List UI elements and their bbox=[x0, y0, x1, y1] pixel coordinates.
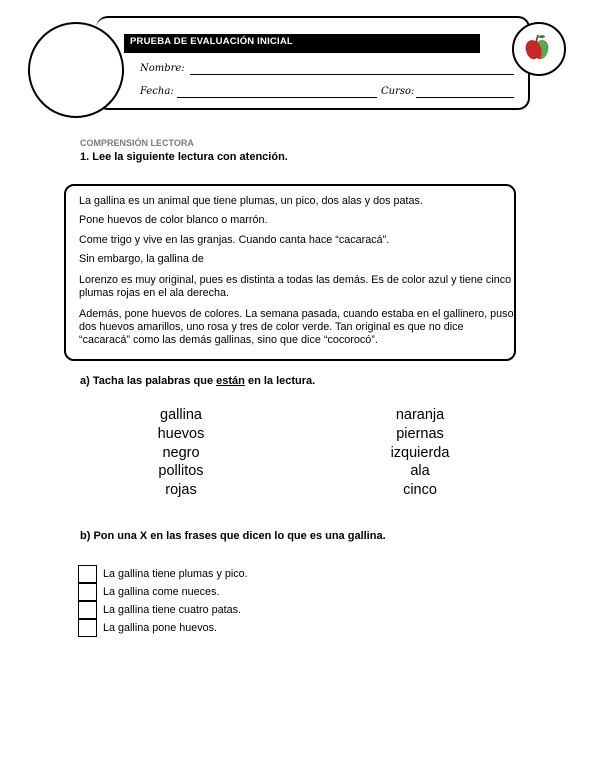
answer-checkbox[interactable] bbox=[78, 619, 97, 637]
answer-option-text: La gallina tiene cuatro patas. bbox=[103, 604, 242, 616]
word-option[interactable]: cinco bbox=[403, 482, 437, 498]
curso-line[interactable] bbox=[416, 97, 514, 98]
reading-paragraph: Lorenzo es muy original, pues es distinta a todas las demás. Es de color azul y tiene cinco plumas rojas en el ala derecha. bbox=[79, 274, 512, 299]
reading-paragraph: Sin embargo, la gallina de bbox=[79, 253, 204, 265]
word-option[interactable]: izquierda bbox=[390, 445, 450, 461]
question-a-suffix: en la lectura. bbox=[244, 375, 316, 387]
apple-icon bbox=[524, 34, 550, 62]
question-a bbox=[80, 375, 315, 387]
nombre-label: Nombre: bbox=[140, 63, 185, 74]
answer-checkbox[interactable] bbox=[78, 583, 97, 601]
word-option[interactable]: rojas bbox=[165, 482, 197, 498]
reading-paragraph: Come trigo y vive en las granjas. Cuando canta hace “cacaracá”. bbox=[79, 234, 390, 246]
reading-paragraph: La gallina es un animal que tiene plumas, un pico, dos alas y dos patas. bbox=[79, 195, 423, 207]
word-option[interactable]: piernas bbox=[396, 426, 444, 442]
reading-paragraph: Pone huevos de color blanco o marrón. bbox=[79, 214, 268, 226]
curso-label: Curso: bbox=[381, 86, 415, 97]
section-label: COMPRENSIÓN LECTORA bbox=[80, 138, 194, 148]
name-circle bbox=[28, 22, 124, 118]
question-b: b) Pon una X en las frases que dicen lo que es una gallina. bbox=[80, 530, 386, 542]
reading-paragraph: Además, pone huevos de colores. La semana pasada, cuando estaba en el gallinero, puso dos huevos amarillos, uno rosa y tres de color verde. Tan original es que no dice “cacaracá” como las demás gallinas, sino que dice “cocorocó”. bbox=[79, 308, 514, 346]
question-a-underlined: están bbox=[216, 375, 245, 387]
question-a-prefix: a) Tacha las palabras que bbox=[80, 375, 217, 387]
word-option[interactable]: negro bbox=[162, 445, 200, 461]
answer-option-text: La gallina come nueces. bbox=[103, 586, 220, 598]
word-option[interactable]: gallina bbox=[160, 407, 202, 423]
word-option[interactable]: ala bbox=[410, 463, 430, 479]
answer-checkbox[interactable] bbox=[78, 601, 97, 619]
word-option[interactable]: pollitos bbox=[158, 463, 204, 479]
answer-option-text: La gallina pone huevos. bbox=[103, 622, 218, 634]
fecha-line[interactable] bbox=[177, 97, 377, 98]
nombre-line[interactable] bbox=[190, 74, 514, 75]
page-title: PRUEBA DE EVALUACIÓN INICIAL bbox=[130, 36, 293, 47]
fecha-label: Fecha: bbox=[140, 86, 174, 97]
question-1: 1. Lee la siguiente lectura con atención. bbox=[80, 151, 288, 163]
answer-option-text: La gallina tiene plumas y pico. bbox=[103, 568, 248, 580]
answer-checkbox[interactable] bbox=[78, 565, 97, 583]
word-option[interactable]: huevos bbox=[157, 426, 205, 442]
word-option[interactable]: naranja bbox=[395, 407, 445, 423]
